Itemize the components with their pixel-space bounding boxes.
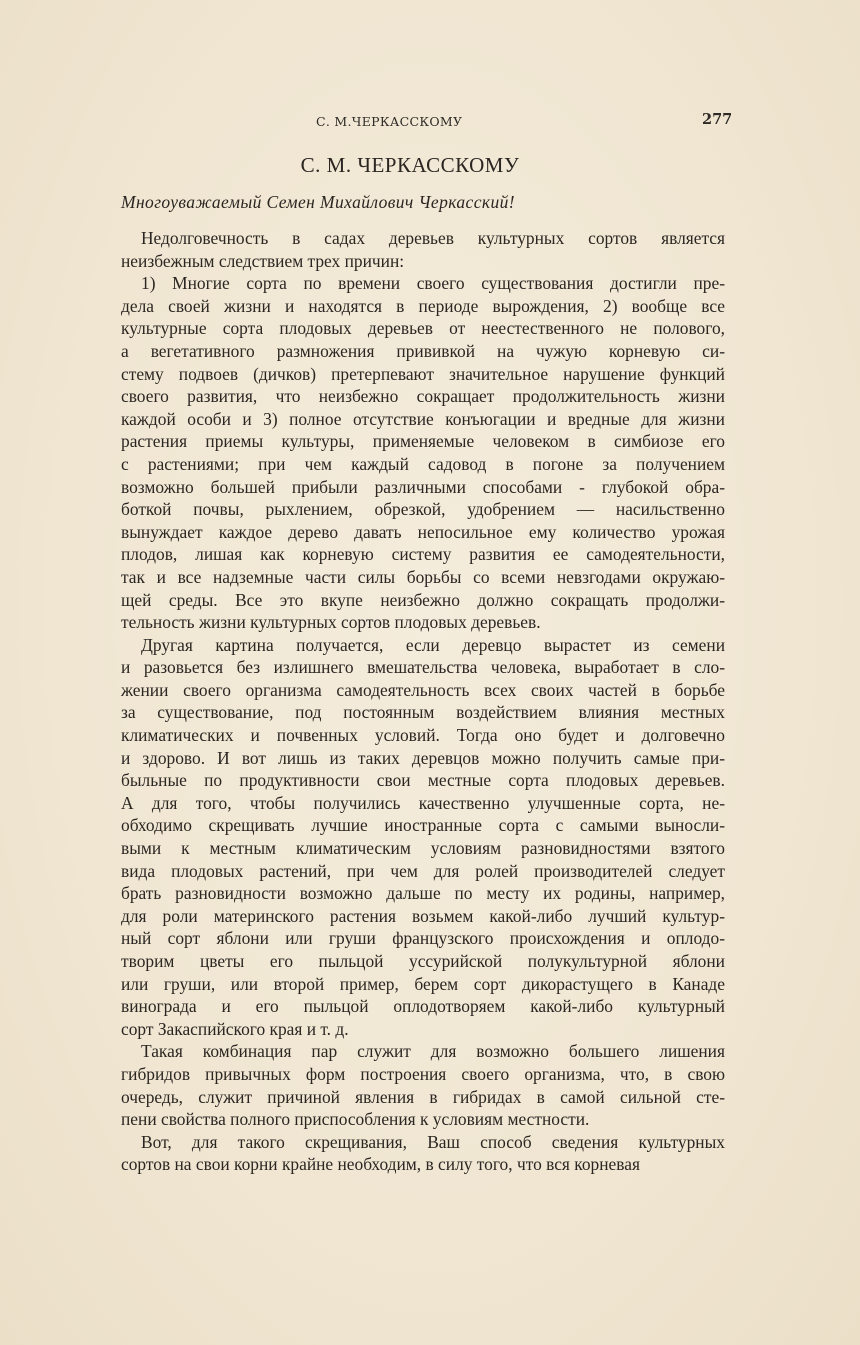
text-line: жении своего организма самодеятельность всех своих частей в борьбе xyxy=(121,679,725,700)
text-line: сорт Закаспийского края и т. д. xyxy=(121,1018,349,1039)
text-line: дела своей жизни и находятся в периоде вырождения, 2) вообще все xyxy=(121,295,725,316)
text-line: возможно большей прибыли различными способами - глубокой обра- xyxy=(121,476,725,497)
text-line: быльные по продуктивности свои местные сорта плодовых деревьев. xyxy=(121,770,725,791)
text-line: или груши, или второй пример, берем сорт дикорастущего в Канаде xyxy=(121,973,725,994)
text-line: а вегетативного размножения прививкой на чужую корневую си- xyxy=(121,340,725,361)
text-line: выми к местным климатическим условиям разновидностями взятого xyxy=(121,838,725,859)
text-line: неизбежным следствием трех причин: xyxy=(121,250,405,271)
text-line: вынуждает каждое дерево давать непосильное ему количество урожая xyxy=(121,521,725,542)
text-line: растения приемы культуры, применяемые человеком в симбиозе его xyxy=(121,431,725,452)
text-line: А для того, чтобы получились качественно улучшенные сорта, не- xyxy=(121,792,725,813)
text-line: винограда и его пыльцой оплодотворяем какой-либо культурный xyxy=(121,996,725,1017)
text-line: боткой почвы, рыхлением, обрезкой, удобрением — насильственно xyxy=(121,499,725,520)
text-line: Другая картина получается, если деревцо вырастет из семени xyxy=(141,634,725,655)
text-line: климатических и почвенных условий. Тогда оно будет и долговечно xyxy=(121,725,725,746)
text-line: за существование, под постоянным воздействием влияния местных xyxy=(121,702,725,723)
letter-body xyxy=(121,227,725,1176)
text-line: гибридов привычных форм построения своего организма, что, в свою xyxy=(121,1063,725,1084)
text-line: своего развития, что неизбежно сокращает продолжительность жизни xyxy=(121,386,725,407)
text-line: и здорово. И вот лишь из таких деревцов можно получить самые при- xyxy=(121,747,725,768)
text-line: культурные сорта плодовых деревьев от неестественного не полового, xyxy=(121,318,725,339)
text-line: плодов, лишая как корневую систему развития ее самодеятельности, xyxy=(121,544,725,565)
text-line: очередь, служит причиной явления в гибридах в самой сильной сте- xyxy=(121,1086,725,1107)
text-line: тельность жизни культурных сортов плодовых деревьев. xyxy=(121,612,541,633)
page-number: 277 xyxy=(702,111,733,128)
paragraph xyxy=(121,272,725,634)
text-line: для роли материнского растения возьмем какой-либо лучший культур- xyxy=(121,905,725,926)
text-line: сортов на свои корни крайне необходим, в силу того, что вся корневая xyxy=(121,1154,640,1175)
running-head: С. М.ЧЕРКАССКОМУ xyxy=(316,114,463,129)
text-line: каждой особи и 3) полное отсутствие конъюгации и вредные для жизни xyxy=(121,408,725,429)
text-line: стему подвоев (дичков) претерпевают значительное нарушение функций xyxy=(121,363,725,384)
text-line: ный сорт яблони или груши французского происхождения и оплодо- xyxy=(121,928,725,949)
text-line: пени свойства полного приспособления к условиям местности. xyxy=(121,1109,590,1130)
text-line: творим цветы его пыльцой уссурийской полукультурной яблони xyxy=(121,951,725,971)
text-line: обходимо скрещивать лучшие иностранные сорта с самыми выносли- xyxy=(121,815,725,836)
paragraph xyxy=(121,634,725,1041)
text-line: с растениями; при чем каждый садовод в погоне за получением xyxy=(121,453,725,474)
text-line: щей среды. Все это вкупе неизбежно должно сокращать продолжи- xyxy=(121,589,725,610)
text-line: так и все надземные части силы борьбы со всеми невзгодами окружаю- xyxy=(121,566,725,587)
salutation: Многоуважаемый Семен Михайлович Черкасский! xyxy=(121,192,515,212)
text-line: Вот, для такого скрещивания, Ваш способ сведения культурных xyxy=(141,1131,725,1152)
paragraph xyxy=(121,1131,725,1176)
paragraph xyxy=(121,227,725,272)
text-line: Недолговечность в садах деревьев культурных сортов является xyxy=(141,228,725,248)
text-line: и разовьется без излишнего вмешательства человека, выработает в сло- xyxy=(121,657,725,678)
letter-title: С. М. ЧЕРКАССКОМУ xyxy=(300,153,520,177)
text-line: вида плодовых растений, при чем для ролей производителей следует xyxy=(121,860,725,881)
text-line: Такая комбинация пар служит для возможно большего лишения xyxy=(141,1041,725,1062)
paragraph xyxy=(121,1040,725,1130)
text-line: брать разновидности возможно дальше по месту их родины, например, xyxy=(121,883,725,904)
text-line: 1) Многие сорта по времени своего существования достигли пре- xyxy=(141,273,725,294)
